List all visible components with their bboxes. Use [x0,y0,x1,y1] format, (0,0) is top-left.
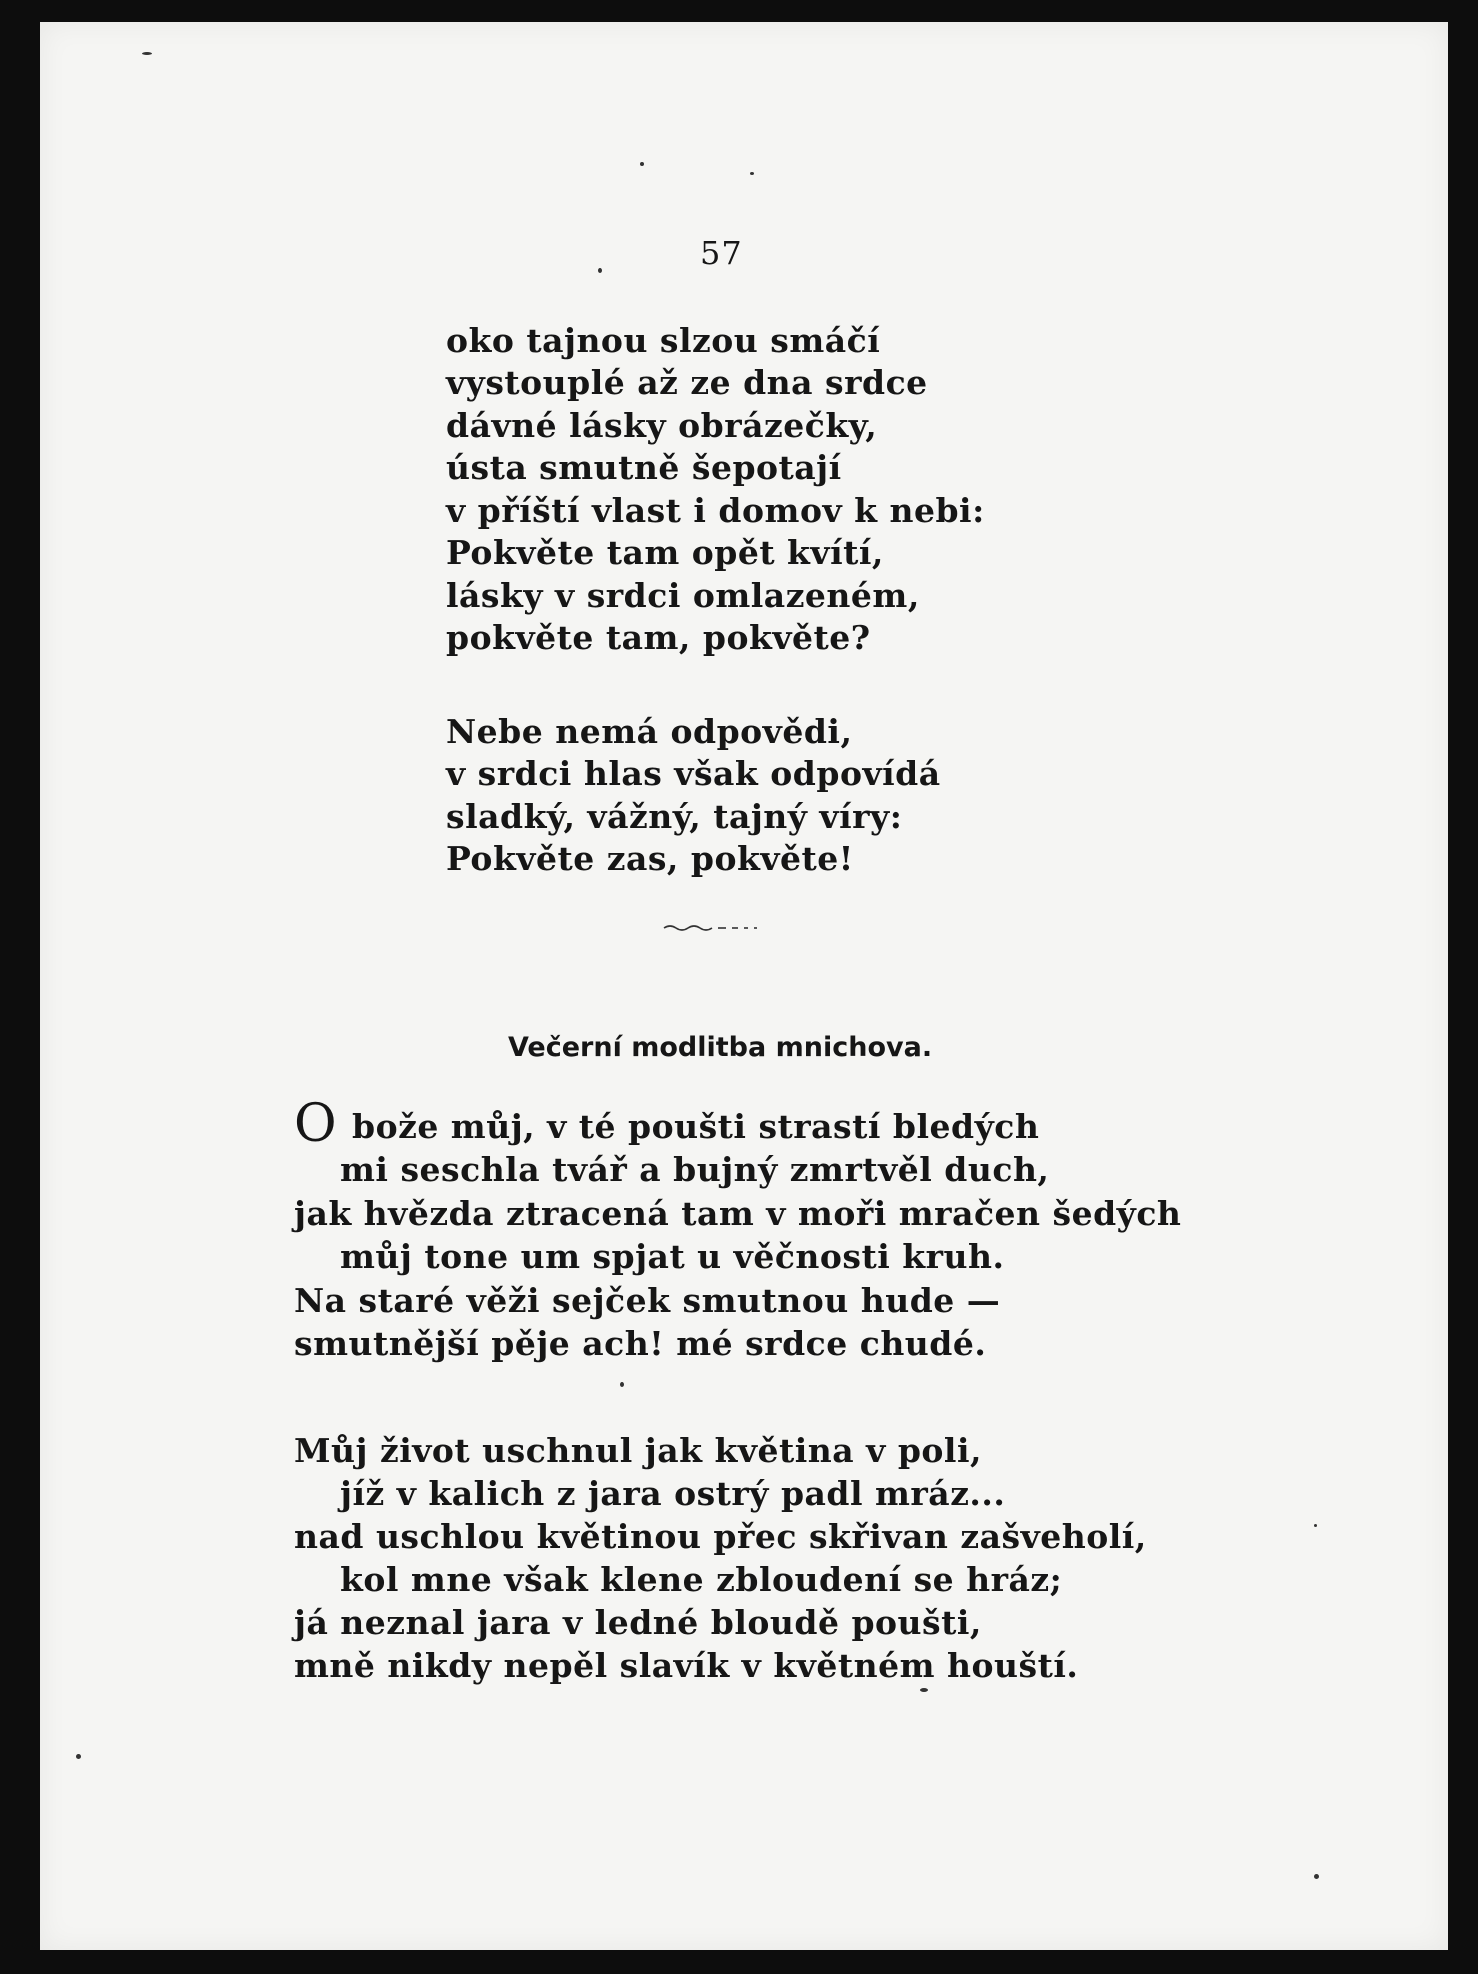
poem-line: já neznal jara v ledné bloudě poušti, [294,1603,982,1642]
drop-cap: O [294,1094,337,1154]
dust-speck [76,1754,81,1759]
poem-line: můj tone um spjat u věčnosti kruh. [340,1237,1005,1276]
poem-line: Můj život uschnul jak květina v poli, [294,1431,982,1470]
poem-line: ústa smutně šepotají [446,448,842,487]
poem-line: kol mne však klene zbloudení se hráz; [340,1560,1063,1599]
poem-line: pokvěte tam, pokvěte? [446,618,871,657]
poem-line: oko tajnou slzou smáčí [446,321,881,360]
dust-speck [620,1382,624,1387]
poem-line: jíž v kalich z jara ostrý padl mráz... [340,1474,1006,1513]
ornamental-divider [662,920,772,934]
dust-speck [1314,1874,1319,1879]
poem-title: Večerní modlitba mnichova. [508,1032,933,1063]
poem-line: Nebe nemá odpovědi, [446,712,853,751]
poem-line: smutnější pěje ach! mé srdce chudé. [294,1324,987,1363]
poem-line: v příští vlast i domov k nebi: [446,491,985,530]
dust-speck [920,1688,928,1692]
poem-line: bože můj, v té poušti strastí bledých [352,1107,1040,1146]
poem-line: v srdci hlas však odpovídá [446,754,941,793]
poem-line: Pokvěte tam opět kvítí, [446,533,884,572]
poem-line: vystouplé až ze dna srdce [446,363,928,402]
dust-speck [1314,1524,1317,1527]
dust-speck [142,52,152,55]
poem-line: Pokvěte zas, pokvěte! [446,839,854,878]
poem-line: lásky v srdci omlazeném, [446,576,920,615]
dust-speck [640,162,644,166]
dust-speck [750,172,754,175]
book-page [40,22,1448,1950]
page-number: 57 [700,234,743,272]
poem-line: dávné lásky obrázečky, [446,406,878,445]
poem-line: nad uschlou květinou přec skřivan zašveholí, [294,1517,1147,1556]
poem-line: Na staré věži sejček smutnou hude — [294,1281,1001,1320]
poem-line: mi seschla tvář a bujný zmrtvěl duch, [340,1150,1050,1189]
poem-line: mně nikdy nepěl slavík v květném houští. [294,1646,1079,1685]
poem-line: sladký, vážný, tajný víry: [446,797,903,836]
dust-speck [598,268,602,273]
poem-line: jak hvězda ztracená tam v moři mračen šedých [294,1194,1182,1233]
